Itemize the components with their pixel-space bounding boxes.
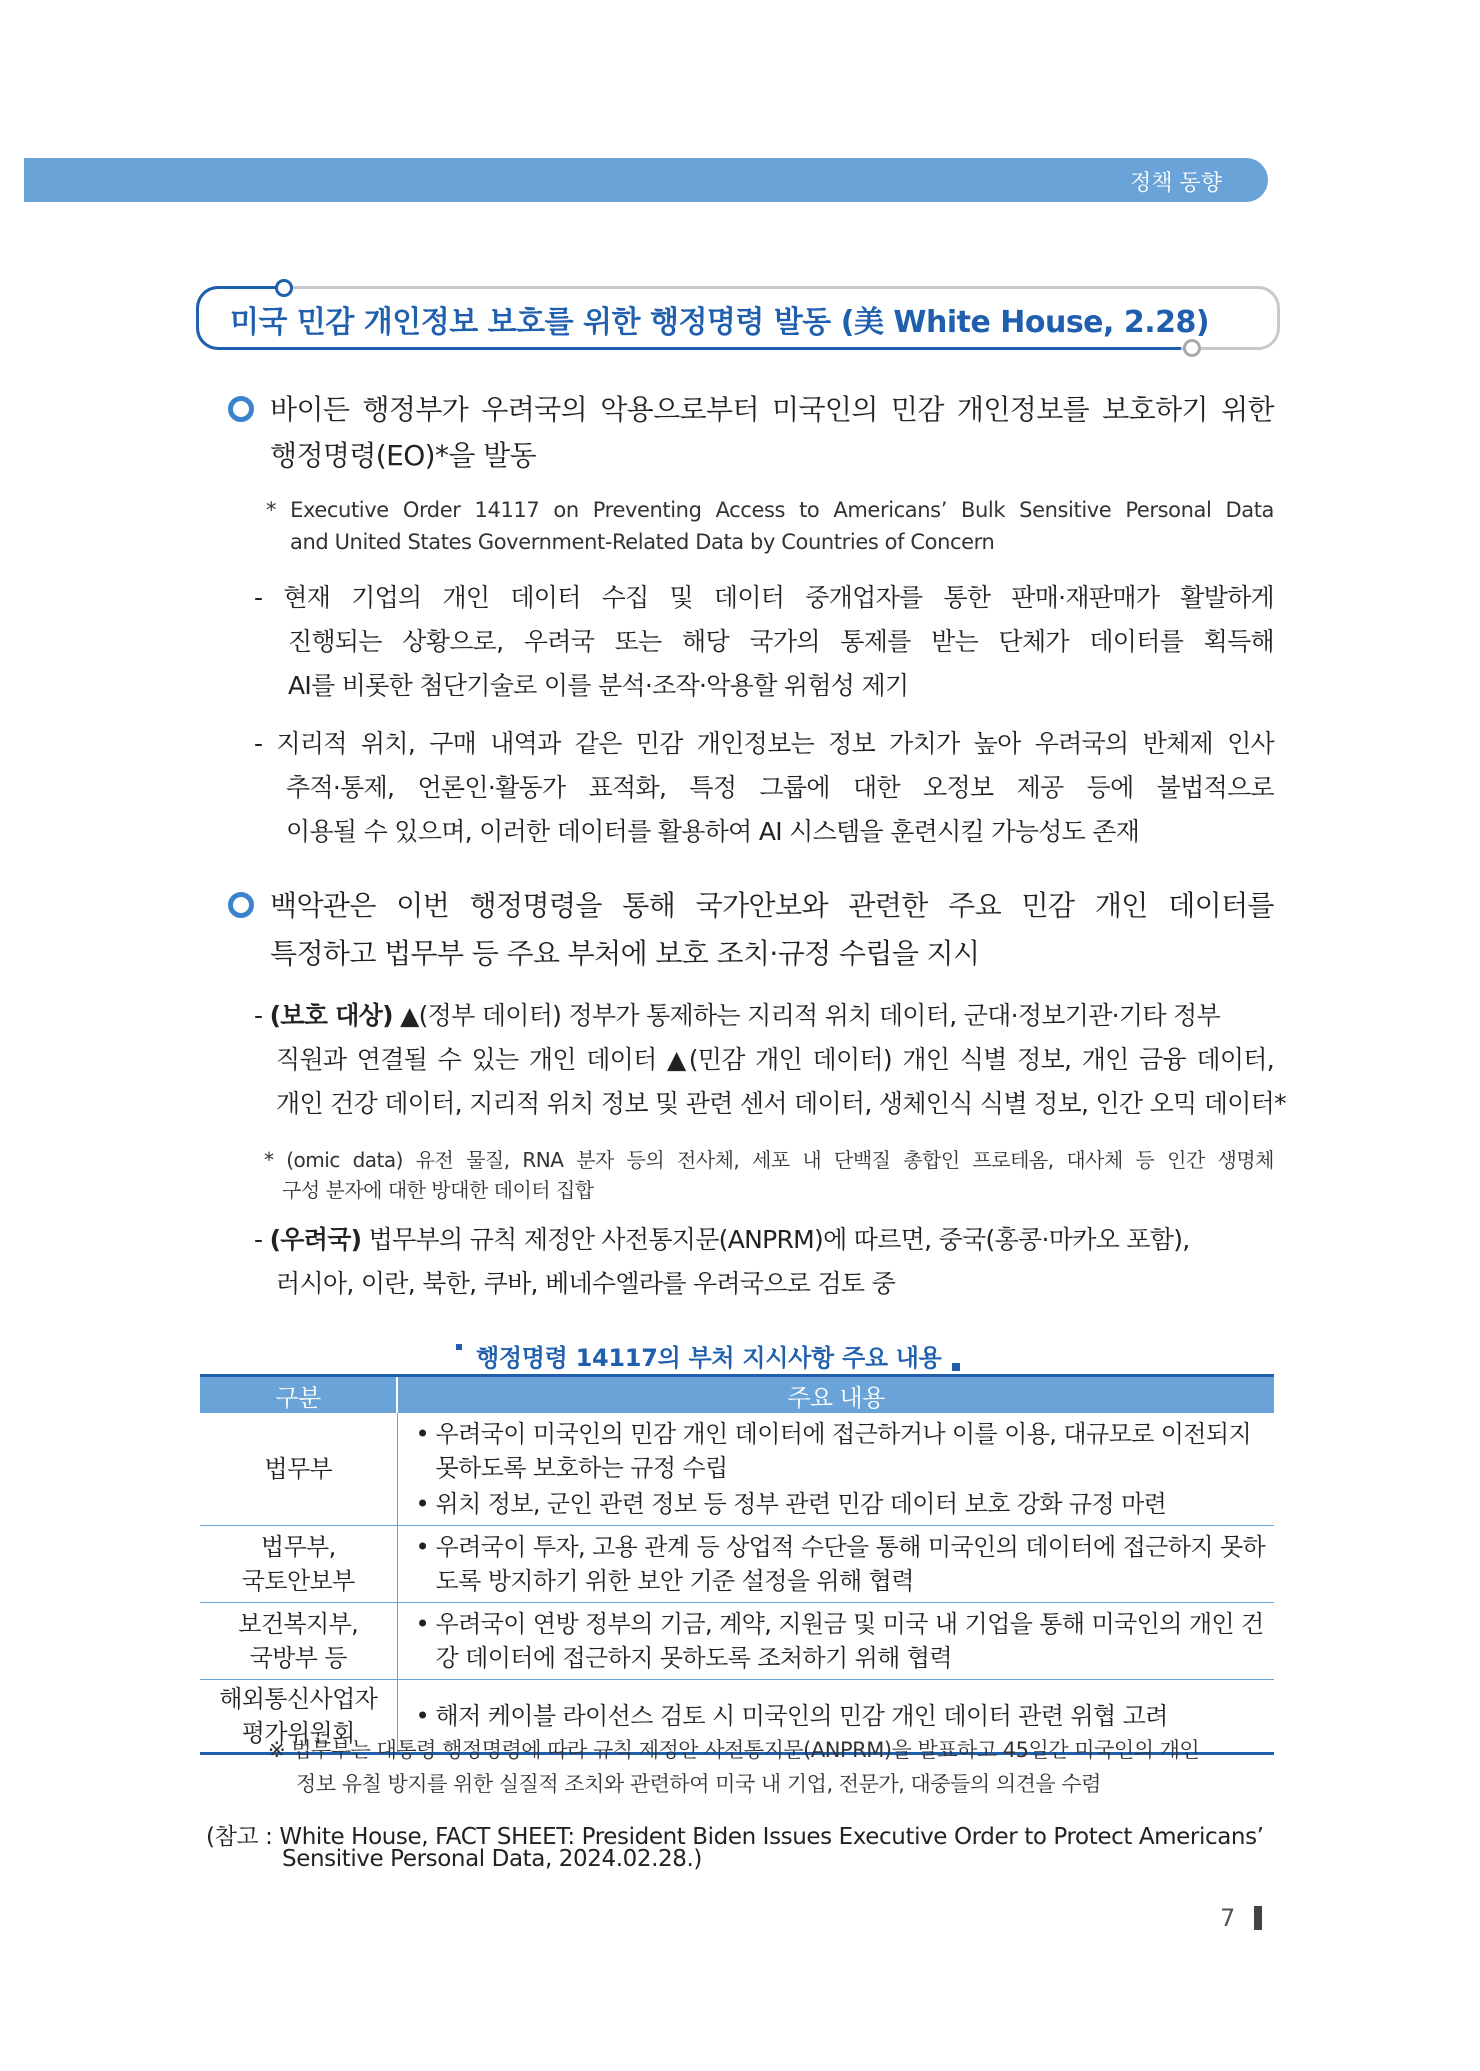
table-row (200, 1526, 1274, 1603)
block1-sub1-line3: AI를 비롯한 첨단기술로 이를 분석·조작·악용할 위험성 제기 (288, 671, 909, 700)
block1-sub2-line3: 이용될 수 있으며, 이러한 데이터를 활용하여 AI 시스템을 훈련시킬 가능성도 존재 (286, 817, 1140, 846)
content-item: • 위치 정보, 군인 관련 정보 등 정부 관련 민감 데이터 보호 강화 규정 마련 (412, 1487, 1273, 1521)
dept-name-line1: 보건복지부, (238, 1610, 359, 1638)
block1-main-line2: 행정명령(EO)*을 발동 (270, 439, 537, 472)
content-item: • 우려국이 투자, 고용 관계 등 상업적 수단을 통해 미국인의 데이터에 접근하지 못하도록 방지하기 위한 보안 기준 설정을 위해 협력 (412, 1530, 1273, 1598)
circle-bullet-icon (228, 892, 254, 918)
title-underline (221, 347, 1181, 350)
block2-footnote-line1: * (omic data) 유전 물질, RNA 분자 등의 전사체, 세포 내 단백질 총합인 프로테옴, 대사체 등 인간 생명체 (264, 1148, 1274, 1172)
title-dot-top (275, 279, 293, 297)
block2-sub1-line3: 개인 건강 데이터, 지리적 위치 정보 및 관련 센서 데이터, 생체인식 식별 정보, 인간 오믹 데이터* (276, 1089, 1286, 1118)
protection-target-label: (보호 대상) (269, 1001, 393, 1030)
page-title: 미국 민감 개인정보 보호를 위한 행정명령 발동 (美 White House, 2.28) (230, 305, 1210, 340)
block2-sub1-line1 (254, 996, 1220, 1032)
content-item: • 우려국이 연방 정부의 기금, 계약, 지원금 및 미국 내 기업을 통해 미국인의 개인 건강 데이터에 접근하지 못하도록 조처하기 위해 협력 (412, 1607, 1273, 1675)
caption-square-icon (952, 1363, 960, 1371)
table-title: 행정명령 14117의 부처 지시사항 주요 내용 (476, 1344, 942, 1372)
protection-target-text: ▲(정부 데이터) 정부가 통제하는 지리적 위치 데이터, 군대·정보기관·기타 정부 (400, 1001, 1220, 1030)
dept-name-line2: 국토안보부 (241, 1567, 355, 1595)
dept-name-line1: 해외통신사업자 (219, 1685, 378, 1713)
dash-marker: - (254, 1001, 263, 1030)
block1-sub2-line2: 추적·통제, 언론인·활동가 표적화, 특정 그룹에 대한 오정보 제공 등에 불법적으로 (286, 773, 1274, 802)
dept-cell (200, 1603, 397, 1680)
block1-main-line1: 바이든 행정부가 우려국의 악용으로부터 미국인의 민감 개인정보를 보호하기 위한 (270, 393, 1274, 426)
table-row (200, 1413, 1274, 1526)
content-item: • 해저 케이블 라이선스 검토 시 미국인의 민감 개인 데이터 관련 위협 고려 (412, 1699, 1273, 1733)
dept-name-line2: 평가위원회 (241, 1719, 355, 1747)
block2-sub2-line1 (254, 1220, 1190, 1256)
reference-line2: Sensitive Personal Data, 2024.02.28.) (282, 1846, 702, 1872)
dept-cell (200, 1526, 397, 1603)
page-marker-bar (1254, 1906, 1262, 1930)
circle-bullet-icon (228, 396, 254, 422)
dept-name-line1: 법무부, (260, 1533, 336, 1561)
section-header-band (24, 158, 1268, 202)
table-header-content: 주요 내용 (397, 1376, 1274, 1414)
block1-sub2-line1: - 지리적 위치, 구매 내역과 같은 민감 개인정보는 정보 가치가 높아 우려국의 반체제 인사 (254, 729, 1274, 758)
block2-main-line1: 백악관은 이번 행정명령을 통해 국가안보와 관련한 주요 민감 개인 데이터를 (270, 889, 1274, 922)
block1-sub1-line1: - 현재 기업의 개인 데이터 수집 및 데이터 중개업자를 통한 판매·재판매가 활발하게 (254, 583, 1274, 612)
block2-sub2-line2: 러시아, 이란, 북한, 쿠바, 베네수엘라를 우려국으로 검토 중 (276, 1269, 896, 1298)
page-number: 7 (1220, 1904, 1236, 1932)
table-row (200, 1603, 1274, 1680)
caption-square-icon (456, 1344, 462, 1350)
countries-of-concern-label: (우려국) (269, 1225, 362, 1254)
dash-marker: - (254, 1225, 263, 1254)
content-item: • 우려국이 미국인의 민감 개인 데이터에 접근하거나 이를 이용, 대규모로 이전되지 못하도록 보호하는 규정 수립 (412, 1417, 1273, 1485)
content-cell (397, 1603, 1274, 1680)
content-cell (397, 1413, 1274, 1526)
remark-line1: ※ 법무부는 대통령 행정명령에 따라 규칙 제정안 사전통지문(ANPRM)을 발표하고 45일간 미국인의 개인 (268, 1738, 1200, 1762)
section-label: 정책 동향 (1129, 171, 1222, 196)
content-cell (397, 1526, 1274, 1603)
block2-main-line2: 특정하고 법무부 등 주요 부처에 보호 조치·규정 수립을 지시 (270, 937, 980, 970)
block2-sub1-line2: 직원과 연결될 수 있는 개인 데이터 ▲(민감 개인 데이터) 개인 식별 정보, 개인 금융 데이터, (276, 1045, 1274, 1074)
dept-name: 법무부 (264, 1455, 333, 1483)
block1-note-line1: * Executive Order 14117 on Preventing Access to Americans’ Bulk Sensitive Personal Data (266, 498, 1274, 522)
table-header-row (200, 1376, 1274, 1414)
reference-line1: (참고 : White House, FACT SHEET: President Biden Issues Executive Order to Protect Americans’ (206, 1824, 1264, 1850)
directives-table (200, 1374, 1274, 1755)
block1-note-line2: and United States Government-Related Data by Countries of Concern (290, 530, 995, 554)
table-header-category: 구분 (200, 1376, 397, 1414)
title-dot-bottom (1183, 339, 1201, 357)
dept-cell (200, 1413, 397, 1526)
block1-sub1-line2: 진행되는 상황으로, 우려국 또는 해당 국가의 통제를 받는 단체가 데이터를 획득해 (288, 627, 1274, 656)
remark-line2: 정보 유칠 방지를 위한 실질적 조치와 관련하여 미국 내 기업, 전문가, 대중들의 의견을 수렴 (296, 1772, 1101, 1796)
block2-footnote-line2: 구성 분자에 대한 방대한 데이터 집합 (282, 1178, 594, 1202)
countries-of-concern-text: 법무부의 규칙 제정안 사전통지문(ANPRM)에 따르면, 중국(홍콩·마카오 포함), (368, 1225, 1190, 1254)
table-caption (456, 1338, 960, 1373)
dept-name-line2: 국방부 등 (249, 1644, 347, 1672)
